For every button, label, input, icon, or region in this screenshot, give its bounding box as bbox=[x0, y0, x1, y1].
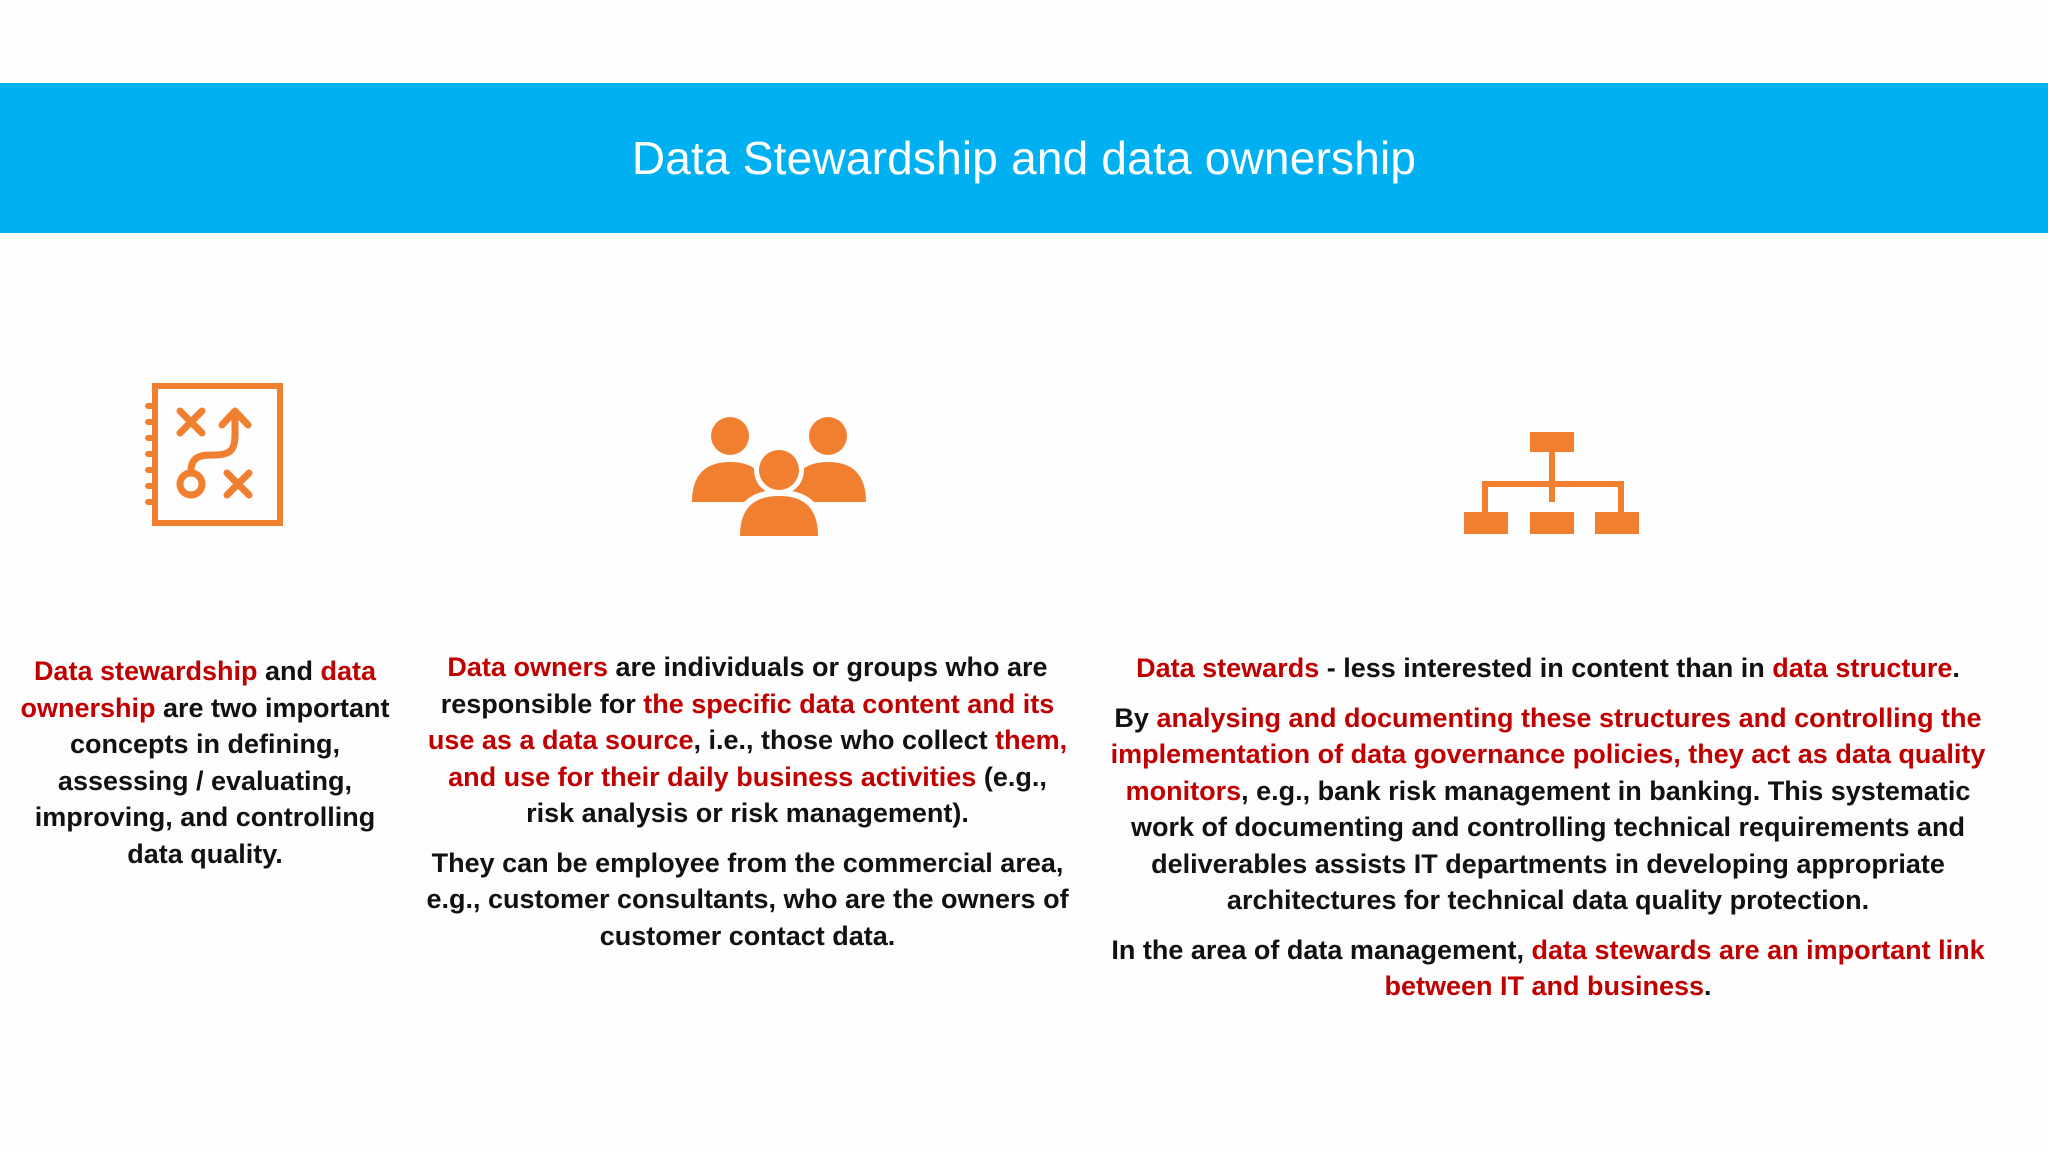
paragraph-owners-example bbox=[425, 845, 1070, 955]
page-title: Data Stewardship and data ownership bbox=[631, 132, 1417, 184]
title-banner bbox=[0, 83, 2048, 233]
body-text: , e.g., bank risk management in banking. This systematic work of documenting and controlling technical requirements and deliverables assists IT departments in developing appropriate architectures for technical data quality protection. bbox=[1130, 775, 1971, 915]
people-group-icon bbox=[692, 416, 866, 536]
highlight-text: data ownership bbox=[20, 656, 377, 723]
paragraph-stewards-role bbox=[1108, 700, 1988, 919]
body-text: By bbox=[1114, 702, 1157, 733]
highlight-text: data structure bbox=[1772, 653, 1953, 683]
highlight-text: analysing and documenting these structures and controlling the implementation of data governance policies, they act as data quality monitors bbox=[1110, 702, 1986, 806]
paragraph-stewards-focus bbox=[1108, 650, 1988, 687]
highlight-text: Data stewards bbox=[1136, 653, 1320, 683]
paragraph-owners-definition bbox=[425, 649, 1070, 832]
paragraph-intro bbox=[10, 653, 400, 872]
body-text: - less interested in content than in bbox=[1319, 653, 1773, 683]
body-text: are two important concepts in defining, assessing / evaluating, improving, and controlling data quality. bbox=[34, 692, 390, 869]
body-text: , i.e., those who collect bbox=[693, 725, 996, 755]
text-column-stewardship-ownership bbox=[10, 653, 400, 885]
body-text: (e.g., risk analysis or risk management). bbox=[526, 761, 1047, 828]
body-text: In the area of data management, bbox=[1111, 934, 1532, 965]
highlight-text: the specific data content and its use as a data source bbox=[427, 688, 1055, 755]
org-chart-icon bbox=[1464, 432, 1639, 534]
highlight-text: Data owners bbox=[447, 652, 608, 682]
body-text: . bbox=[1952, 653, 1960, 683]
text-column-data-owners bbox=[425, 649, 1070, 967]
body-text: . bbox=[1704, 971, 1712, 1001]
highlight-text: Data stewardship bbox=[33, 656, 258, 686]
strategy-notebook-icon bbox=[143, 383, 283, 526]
body-text: They can be employee from the commercial area, e.g., customer consultants, who are the owners of customer contact data. bbox=[426, 847, 1069, 951]
highlight-text: data stewards are an important link between IT and business bbox=[1384, 934, 1985, 1001]
paragraph-stewards-link bbox=[1108, 932, 1988, 1005]
text-column-data-stewards bbox=[1108, 650, 1988, 1018]
highlight-text: them, and use for their daily business activities bbox=[448, 725, 1068, 792]
body-text: and bbox=[257, 656, 321, 686]
body-text: are individuals or groups who are responsible for bbox=[440, 652, 1048, 719]
